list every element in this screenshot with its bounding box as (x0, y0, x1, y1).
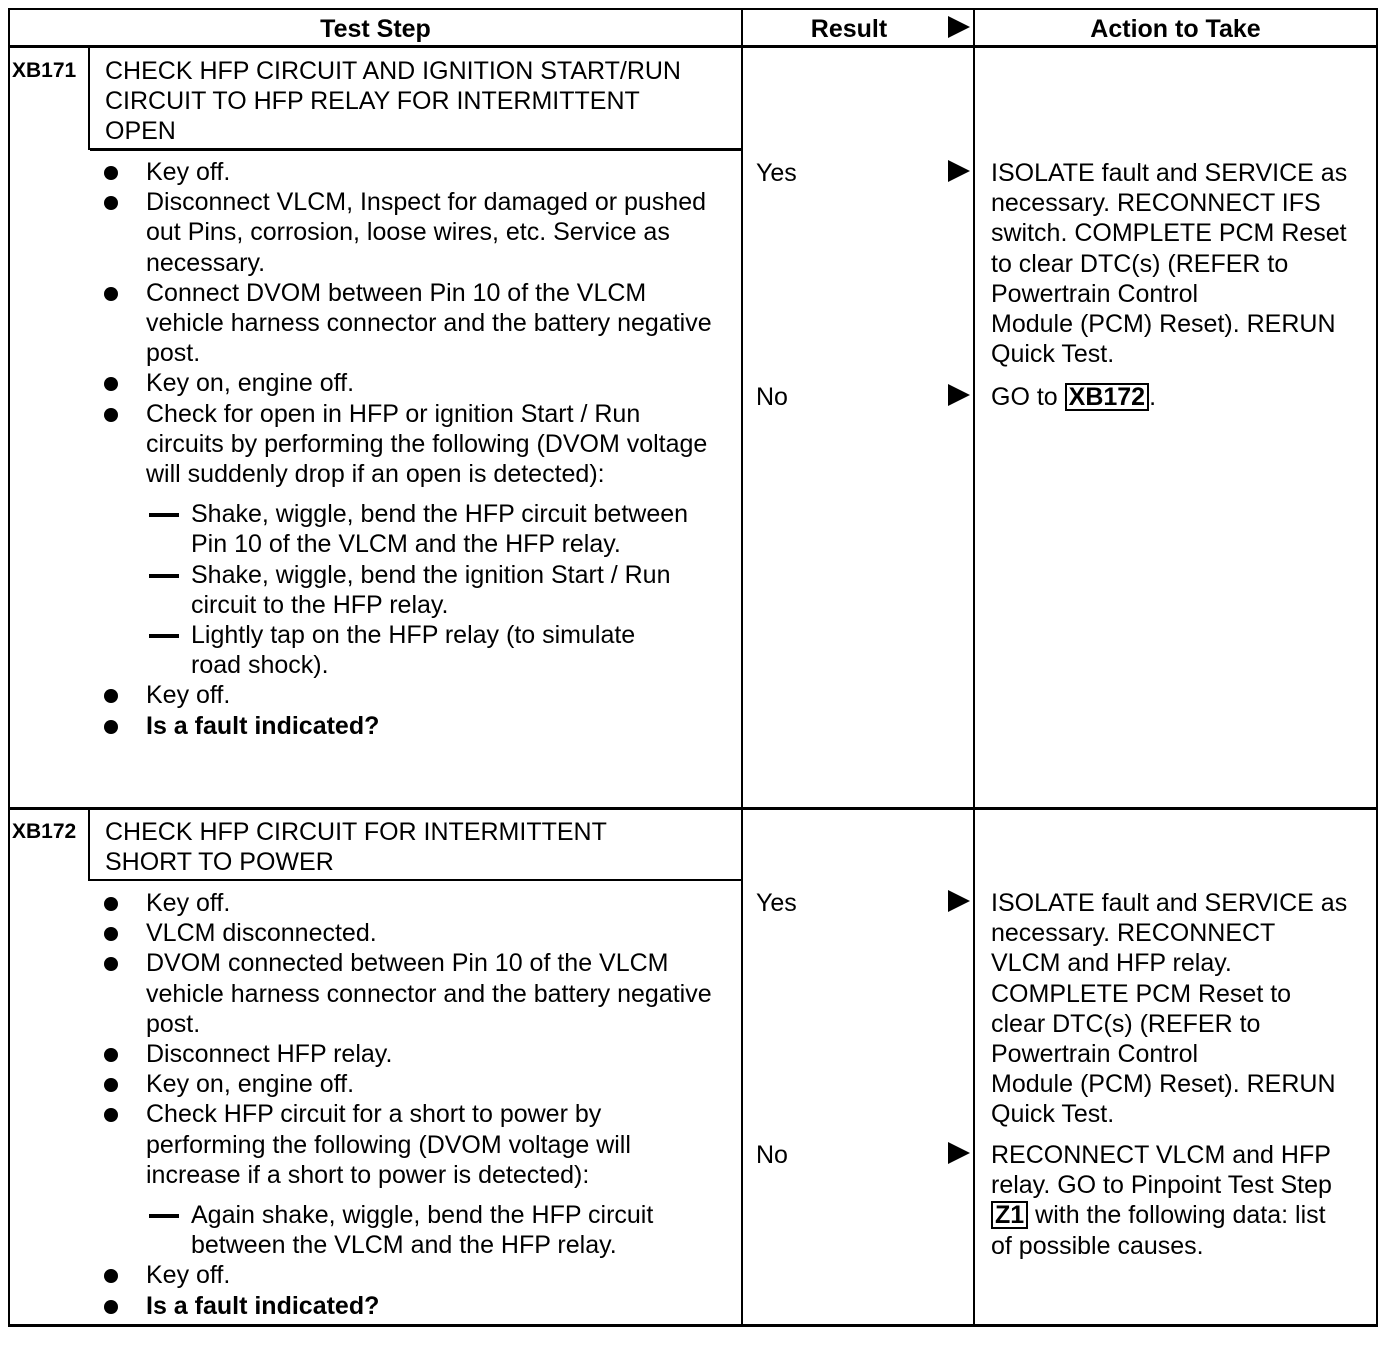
dash-icon (149, 1214, 179, 1218)
dash-icon (149, 634, 179, 638)
list-subitem: Again shake, wiggle, bend the HFP circuit between the VLCM and the HFP relay. (100, 1200, 720, 1260)
xb171-bottom-border (8, 807, 1378, 810)
bullet-icon (104, 166, 118, 180)
bullet-icon (104, 1048, 118, 1062)
list-subitem: Shake, wiggle, bend the ignition Start / Run circuit to the HFP relay. (100, 560, 715, 620)
list-item: DVOM connected between Pin 10 of the VLCM vehicle harness connector and the battery negative post. (100, 948, 720, 1039)
list-item: Key off. (100, 1260, 720, 1290)
result-arrow-icon (948, 384, 970, 406)
list-item: Key off. (100, 888, 720, 918)
id-column-divider-2 (88, 809, 90, 881)
step-reference-link[interactable]: Z1 (991, 1201, 1028, 1229)
id-column-divider-1 (88, 48, 90, 150)
bullet-icon (104, 720, 118, 734)
bullet-icon (104, 957, 118, 971)
dash-icon (149, 513, 179, 517)
action-no: RECONNECT VLCM and HFP relay. GO to Pinpoint Test Step Z1 with the following data: list of possible causes. (991, 1141, 1332, 1260)
list-item-question: Is a fault indicated? (100, 711, 715, 741)
step-id: XB171 (12, 59, 77, 82)
header-test-step: Test Step (320, 15, 431, 43)
step-reference-link[interactable]: XB172 (1065, 383, 1149, 411)
result-yes: Yes (756, 159, 797, 187)
list-item: Disconnect HFP relay. (100, 1039, 720, 1069)
list-item: Check for open in HFP or ignition Start / Run circuits by performing the following (DVOM voltage will suddenly drop if an open is detected): (100, 399, 715, 490)
list-item-question: Is a fault indicated? (100, 1291, 720, 1321)
list-item: Connect DVOM between Pin 10 of the VLCM vehicle harness connector and the battery negative post. (100, 278, 715, 369)
step-title-line: CIRCUIT TO HFP RELAY FOR INTERMITTENT (105, 87, 640, 115)
action-yes: ISOLATE fault and SERVICE as necessary. RECONNECT IFS switch. COMPLETE PCM Reset to clear DTC(s) (REFER to Powertrain Control Module (PCM) Reset). RERUN Quick Test. (991, 159, 1348, 369)
bullet-icon (104, 689, 118, 703)
bullet-icon (104, 408, 118, 422)
table-bottom-border (8, 1324, 1378, 1327)
result-arrow-icon (948, 1142, 970, 1164)
result-yes: Yes (756, 889, 797, 917)
list-subitem: Lightly tap on the HFP relay (to simulate road shock). (100, 620, 715, 680)
action-no: GO to XB172 . (991, 383, 1157, 411)
result-no: No (756, 383, 788, 411)
test-step-column-divider (741, 8, 743, 1326)
step-title-line: CHECK HFP CIRCUIT FOR INTERMITTENT (105, 818, 607, 846)
list-item: Check HFP circuit for a short to power by performing the following (DVOM voltage will increase if a short to power is detected): (100, 1099, 720, 1190)
step-id: XB172 (12, 820, 77, 843)
list-subitem: Shake, wiggle, bend the HFP circuit between Pin 10 of the VLCM and the HFP relay. (100, 499, 715, 559)
list-item: Disconnect VLCM, Inspect for damaged or pushed out Pins, corrosion, loose wires, etc. Service as necessary. (100, 187, 715, 278)
bullet-icon (104, 377, 118, 391)
list-item: Key on, engine off. (100, 368, 715, 398)
table-top-border (8, 8, 1378, 10)
header-bottom-border (8, 45, 1378, 48)
list-item: Key on, engine off. (100, 1069, 720, 1099)
header-arrow-icon (948, 16, 970, 38)
dash-icon (149, 574, 179, 578)
bullet-icon (104, 1269, 118, 1283)
bullet-icon (104, 196, 118, 210)
xb172-title-underline (90, 879, 742, 881)
table-left-border (8, 8, 10, 1326)
bullet-icon (104, 1078, 118, 1092)
bullet-icon (104, 927, 118, 941)
list-item: Key off. (100, 157, 715, 187)
header-action: Action to Take (1090, 15, 1261, 43)
bullet-icon (104, 897, 118, 911)
step-procedure-list (100, 157, 715, 741)
bullet-icon (104, 1108, 118, 1122)
list-item: VLCM disconnected. (100, 918, 720, 948)
result-arrow-icon (948, 890, 970, 912)
step-procedure-list (100, 888, 720, 1321)
step-title-line: OPEN (105, 117, 176, 145)
result-no: No (756, 1141, 788, 1169)
result-column-divider (973, 8, 975, 1326)
xb171-title-underline (90, 148, 742, 151)
step-title-line: CHECK HFP CIRCUIT AND IGNITION START/RUN (105, 57, 681, 85)
list-item: Key off. (100, 680, 715, 710)
action-yes: ISOLATE fault and SERVICE as necessary. RECONNECT VLCM and HFP relay. COMPLETE PCM Reset to clear DTC(s) (REFER to Powertrain Control Module (PCM) Reset). RERUN Quick Test. (991, 889, 1348, 1129)
header-result: Result (810, 15, 888, 43)
table-right-border (1376, 8, 1378, 1326)
bullet-icon (104, 287, 118, 301)
step-title-line: SHORT TO POWER (105, 848, 334, 876)
result-arrow-icon (948, 160, 970, 182)
bullet-icon (104, 1300, 118, 1314)
